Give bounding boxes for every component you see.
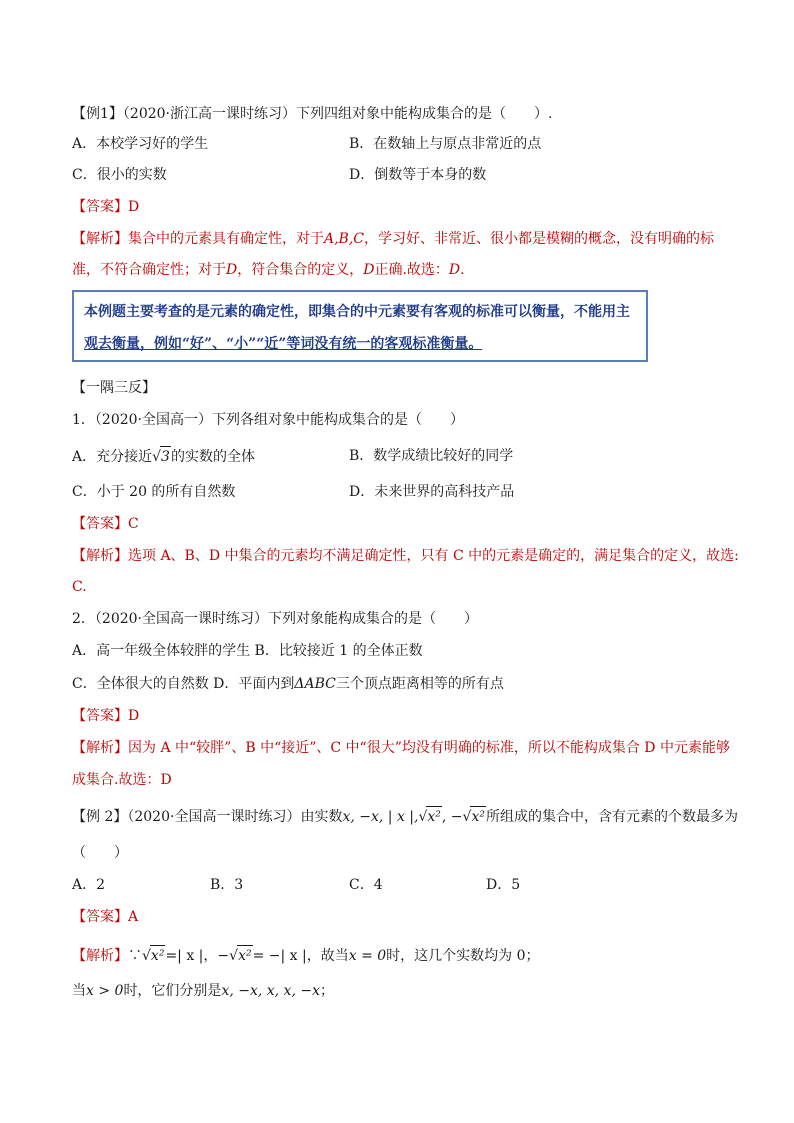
- q1-answer: 【答案】C: [72, 516, 139, 532]
- example2-option-d: D．5: [486, 877, 521, 893]
- note-line-1: 本例题主要考查的是元素的确定性，即集合的中元素要有客观的标准可以衡量，不能用主: [84, 304, 630, 320]
- option-b: B．在数轴上与原点非常近的点: [349, 136, 542, 152]
- q2-options-1: A．高一年级全体较胖的学生 B．比较接近 1 的全体正数: [72, 643, 423, 659]
- q2-options-2: C．全体很大的自然数 D．平面内到ΔABC三个顶点距离相等的所有点: [72, 676, 504, 692]
- example2-option-c: C．4: [349, 877, 383, 893]
- note-line-2: 观去衡量，例如“好”、“小”“近”等词没有统一的客观标准衡量。: [84, 336, 483, 352]
- q1-analysis-1: 【解析】选项 A、B、D 中集合的元素均不满足确定性，只有 C 中的元素是确定的，满足集合的定义，故选:: [72, 548, 739, 564]
- q2-analysis-2: 成集合.故选：D: [72, 772, 172, 788]
- section-title: 【一隅三反】: [72, 380, 156, 396]
- option-c: C．很小的实数: [72, 167, 167, 183]
- q2-analysis-1: 【解析】因为 A 中“较胖”、B 中“接近”、C 中“很大”均没有明确的标准，所以不能构成集合 D 中元素能够: [72, 740, 730, 756]
- example2-answer: 【答案】A: [72, 909, 139, 925]
- q2-question: 2．（2020·全国高一课时练习）下列对象能构成集合的是（ ）: [72, 611, 478, 627]
- example2-question-line2: （ ）: [72, 845, 128, 861]
- q2-answer: 【答案】D: [72, 708, 140, 724]
- option-d: D．倒数等于本身的数: [349, 167, 487, 183]
- q1-option-a: A．充分接近√3的实数的全体: [72, 446, 255, 467]
- example-tag: 【例1】: [72, 106, 123, 122]
- q1-question: 1．（2020·全国高一）下列各组对象中能构成集合的是（ ）: [72, 412, 464, 428]
- q1-option-b: B．数学成绩比较好的同学: [349, 448, 514, 464]
- note-box: [72, 290, 648, 362]
- example1-question: 【例1】（2020·浙江高一课时练习）下列四组对象中能构成集合的是（ ）.: [72, 106, 553, 122]
- example2-analysis-1: 【解析】∵√x²=| x |，−√x²= −| x |，故当x = 0时，这几个实数均为 0；: [72, 945, 540, 966]
- option-a: A．本校学习好的学生: [72, 136, 209, 152]
- q1-option-c: C．小于 20 的所有自然数: [72, 484, 236, 500]
- q1-analysis-2: C.: [72, 579, 87, 595]
- example2-option-b: B．3: [210, 877, 244, 893]
- analysis-line-1: 【解析】集合中的元素具有确定性，对于A,B,C，学习好、非常近、很小都是模糊的概念，没有明确的标: [72, 231, 715, 247]
- answer-value: D: [128, 199, 140, 215]
- example2-option-a: A．2: [72, 877, 106, 893]
- example2-analysis-2: 当x > 0时，它们分别是x, −x, x, x, −x；: [72, 983, 334, 999]
- answer-line: 【答案】D: [72, 199, 140, 215]
- q1-option-d: D．未来世界的高科技产品: [349, 484, 515, 500]
- example2-question: 【例 2】（2020·全国高一课时练习）由实数x, −x, | x |,√x², −√x²所组成的集合中，含有元素的个数最多为: [72, 806, 738, 827]
- analysis-line-2: 准，不符合确定性；对于D，符合集合的定义，D正确.故选：D.: [72, 262, 465, 278]
